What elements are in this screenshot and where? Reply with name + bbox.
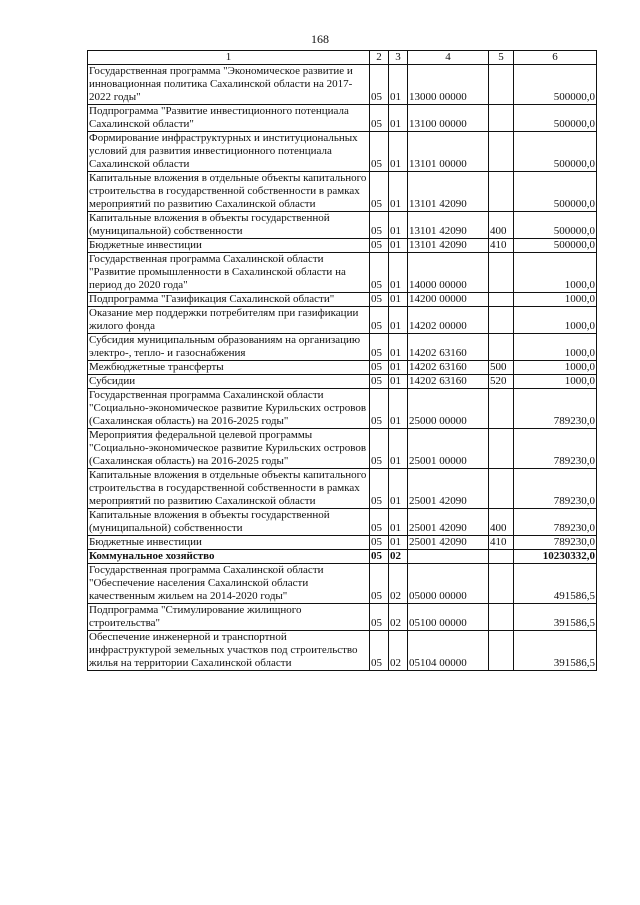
amount: 500000,0 xyxy=(514,105,597,132)
column-header-row xyxy=(88,51,597,65)
section-code: 05 xyxy=(370,631,389,671)
table-row xyxy=(88,550,597,564)
subsection-code: 01 xyxy=(389,212,408,239)
table-row xyxy=(88,469,597,509)
expense-type-code xyxy=(489,429,514,469)
section-code: 05 xyxy=(370,293,389,307)
subsection-code: 01 xyxy=(389,361,408,375)
section-code: 05 xyxy=(370,239,389,253)
item-name: Субсидия муниципальным образованиям на организацию электро-, тепло- и газоснабжения xyxy=(88,334,370,361)
table-row xyxy=(88,253,597,293)
column-header: 6 xyxy=(514,51,597,65)
amount: 500000,0 xyxy=(514,212,597,239)
expense-type-code xyxy=(489,389,514,429)
table-row xyxy=(88,509,597,536)
section-code: 05 xyxy=(370,469,389,509)
item-name: Подпрограмма "Стимулирование жилищного строительства" xyxy=(88,604,370,631)
item-name: Капитальные вложения в объекты государственной (муниципальной) собственности xyxy=(88,212,370,239)
subsection-code: 01 xyxy=(389,307,408,334)
amount: 1000,0 xyxy=(514,375,597,389)
item-name: Подпрограмма "Газификация Сахалинской области" xyxy=(88,293,370,307)
table-row xyxy=(88,212,597,239)
section-code: 05 xyxy=(370,375,389,389)
expense-type-code xyxy=(489,105,514,132)
amount: 789230,0 xyxy=(514,429,597,469)
target-article-code: 13100 00000 xyxy=(408,105,489,132)
amount: 500000,0 xyxy=(514,172,597,212)
section-code: 05 xyxy=(370,132,389,172)
section-code: 05 xyxy=(370,334,389,361)
table-row xyxy=(88,361,597,375)
target-article-code: 13101 42090 xyxy=(408,172,489,212)
expense-type-code xyxy=(489,334,514,361)
table-row xyxy=(88,132,597,172)
subsection-code: 01 xyxy=(389,172,408,212)
subsection-code: 02 xyxy=(389,604,408,631)
amount: 789230,0 xyxy=(514,509,597,536)
amount: 1000,0 xyxy=(514,334,597,361)
expense-type-code xyxy=(489,307,514,334)
table-row xyxy=(88,172,597,212)
amount: 391586,5 xyxy=(514,631,597,671)
expense-type-code: 410 xyxy=(489,536,514,550)
amount: 491586,5 xyxy=(514,564,597,604)
target-article-code: 14000 00000 xyxy=(408,253,489,293)
item-name: Обеспечение инженерной и транспортной инфраструктурой земельных участков под строительство жилья на территории Сахалинской области xyxy=(88,631,370,671)
expense-type-code xyxy=(489,631,514,671)
target-article-code: 14202 00000 xyxy=(408,307,489,334)
target-article-code: 25001 42090 xyxy=(408,536,489,550)
target-article-code: 25001 42090 xyxy=(408,509,489,536)
section-code: 05 xyxy=(370,253,389,293)
section-code: 05 xyxy=(370,212,389,239)
target-article-code: 25000 00000 xyxy=(408,389,489,429)
table-row xyxy=(88,536,597,550)
subsection-code: 02 xyxy=(389,631,408,671)
section-code: 05 xyxy=(370,429,389,469)
table-row xyxy=(88,239,597,253)
subsection-code: 01 xyxy=(389,509,408,536)
target-article-code: 14202 63160 xyxy=(408,334,489,361)
amount: 500000,0 xyxy=(514,239,597,253)
subsection-code: 01 xyxy=(389,375,408,389)
subsection-code: 01 xyxy=(389,293,408,307)
expense-type-code xyxy=(489,604,514,631)
table-row xyxy=(88,293,597,307)
item-name: Мероприятия федеральной целевой программы "Социально-экономическое развитие Курильских островов (Сахалинская область) на 2016-2025 годы" xyxy=(88,429,370,469)
subsection-code: 01 xyxy=(389,469,408,509)
table-row xyxy=(88,631,597,671)
expense-type-code xyxy=(489,65,514,105)
section-code: 05 xyxy=(370,389,389,429)
target-article-code: 13000 00000 xyxy=(408,65,489,105)
amount: 789230,0 xyxy=(514,536,597,550)
target-article-code: 13101 00000 xyxy=(408,132,489,172)
amount: 789230,0 xyxy=(514,389,597,429)
table-row xyxy=(88,105,597,132)
amount: 1000,0 xyxy=(514,361,597,375)
table-row xyxy=(88,604,597,631)
section-code: 05 xyxy=(370,172,389,212)
expense-type-code xyxy=(489,293,514,307)
expense-type-code xyxy=(489,564,514,604)
subsection-code: 01 xyxy=(389,429,408,469)
section-code: 05 xyxy=(370,361,389,375)
column-header: 3 xyxy=(389,51,408,65)
table-row xyxy=(88,334,597,361)
table-row xyxy=(88,65,597,105)
item-name: Государственная программа Сахалинской области "Социально-экономическое развитие Курильских островов (Сахалинская область) на 2016-2025 годы" xyxy=(88,389,370,429)
amount: 1000,0 xyxy=(514,307,597,334)
subsection-code: 01 xyxy=(389,334,408,361)
target-article-code: 13101 42090 xyxy=(408,212,489,239)
expense-type-code: 400 xyxy=(489,509,514,536)
target-article-code: 05000 00000 xyxy=(408,564,489,604)
column-header: 2 xyxy=(370,51,389,65)
target-article-code: 14202 63160 xyxy=(408,361,489,375)
column-header: 4 xyxy=(408,51,489,65)
expense-type-code: 410 xyxy=(489,239,514,253)
section-code: 05 xyxy=(370,105,389,132)
subsection-code: 01 xyxy=(389,389,408,429)
section-code: 05 xyxy=(370,65,389,105)
target-article-code: 14202 63160 xyxy=(408,375,489,389)
subsection-code: 01 xyxy=(389,239,408,253)
table-row xyxy=(88,389,597,429)
section-code: 05 xyxy=(370,564,389,604)
item-name: Капитальные вложения в объекты государственной (муниципальной) собственности xyxy=(88,509,370,536)
section-code: 05 xyxy=(370,550,389,564)
amount: 10230332,0 xyxy=(514,550,597,564)
section-code: 05 xyxy=(370,509,389,536)
amount: 1000,0 xyxy=(514,293,597,307)
table-row xyxy=(88,429,597,469)
item-name: Подпрограмма "Развитие инвестиционного потенциала Сахалинской области" xyxy=(88,105,370,132)
item-name: Государственная программа Сахалинской области "Развитие промышленности в Сахалинской области на период до 2020 года" xyxy=(88,253,370,293)
page-number: 168 xyxy=(311,32,329,46)
amount: 789230,0 xyxy=(514,469,597,509)
expense-type-code xyxy=(489,132,514,172)
subsection-code: 02 xyxy=(389,550,408,564)
item-name: Капитальные вложения в отдельные объекты капитального строительства в государственной собственности в рамках мероприятий по развитию Сахалинской области xyxy=(88,172,370,212)
item-name: Субсидии xyxy=(88,375,370,389)
item-name: Бюджетные инвестиции xyxy=(88,536,370,550)
amount: 391586,5 xyxy=(514,604,597,631)
item-name: Оказание мер поддержки потребителям при газификации жилого фонда xyxy=(88,307,370,334)
subsection-code: 02 xyxy=(389,564,408,604)
expense-type-code xyxy=(489,469,514,509)
subsection-code: 01 xyxy=(389,65,408,105)
target-article-code: 25001 00000 xyxy=(408,429,489,469)
expense-type-code: 520 xyxy=(489,375,514,389)
item-name: Государственная программа "Экономическое развитие и инновационная политика Сахалинской области на 2017-2022 годы" xyxy=(88,65,370,105)
section-code: 05 xyxy=(370,604,389,631)
target-article-code: 05100 00000 xyxy=(408,604,489,631)
column-header: 5 xyxy=(489,51,514,65)
amount: 1000,0 xyxy=(514,253,597,293)
item-name: Коммунальное хозяйство xyxy=(88,550,370,564)
subsection-code: 01 xyxy=(389,536,408,550)
section-code: 05 xyxy=(370,536,389,550)
item-name: Капитальные вложения в отдельные объекты капитального строительства в государственной собственности в рамках мероприятий по развитию Сахалинской области xyxy=(88,469,370,509)
expense-type-code: 400 xyxy=(489,212,514,239)
table-row xyxy=(88,564,597,604)
table-row xyxy=(88,375,597,389)
expense-type-code xyxy=(489,550,514,564)
expense-type-code xyxy=(489,253,514,293)
target-article-code: 25001 42090 xyxy=(408,469,489,509)
target-article-code: 13101 42090 xyxy=(408,239,489,253)
item-name: Государственная программа Сахалинской области "Обеспечение населения Сахалинской области качественным жильем на 2014-2020 годы" xyxy=(88,564,370,604)
target-article-code xyxy=(408,550,489,564)
amount: 500000,0 xyxy=(514,132,597,172)
column-header: 1 xyxy=(88,51,370,65)
item-name: Бюджетные инвестиции xyxy=(88,239,370,253)
subsection-code: 01 xyxy=(389,253,408,293)
section-code: 05 xyxy=(370,307,389,334)
item-name: Межбюджетные трансферты xyxy=(88,361,370,375)
target-article-code: 14200 00000 xyxy=(408,293,489,307)
subsection-code: 01 xyxy=(389,105,408,132)
table-row xyxy=(88,307,597,334)
subsection-code: 01 xyxy=(389,132,408,172)
amount: 500000,0 xyxy=(514,65,597,105)
budget-table xyxy=(87,50,597,671)
expense-type-code xyxy=(489,172,514,212)
item-name: Формирование инфраструктурных и институциональных условий для развития инвестиционного потенциала Сахалинской области xyxy=(88,132,370,172)
target-article-code: 05104 00000 xyxy=(408,631,489,671)
expense-type-code: 500 xyxy=(489,361,514,375)
